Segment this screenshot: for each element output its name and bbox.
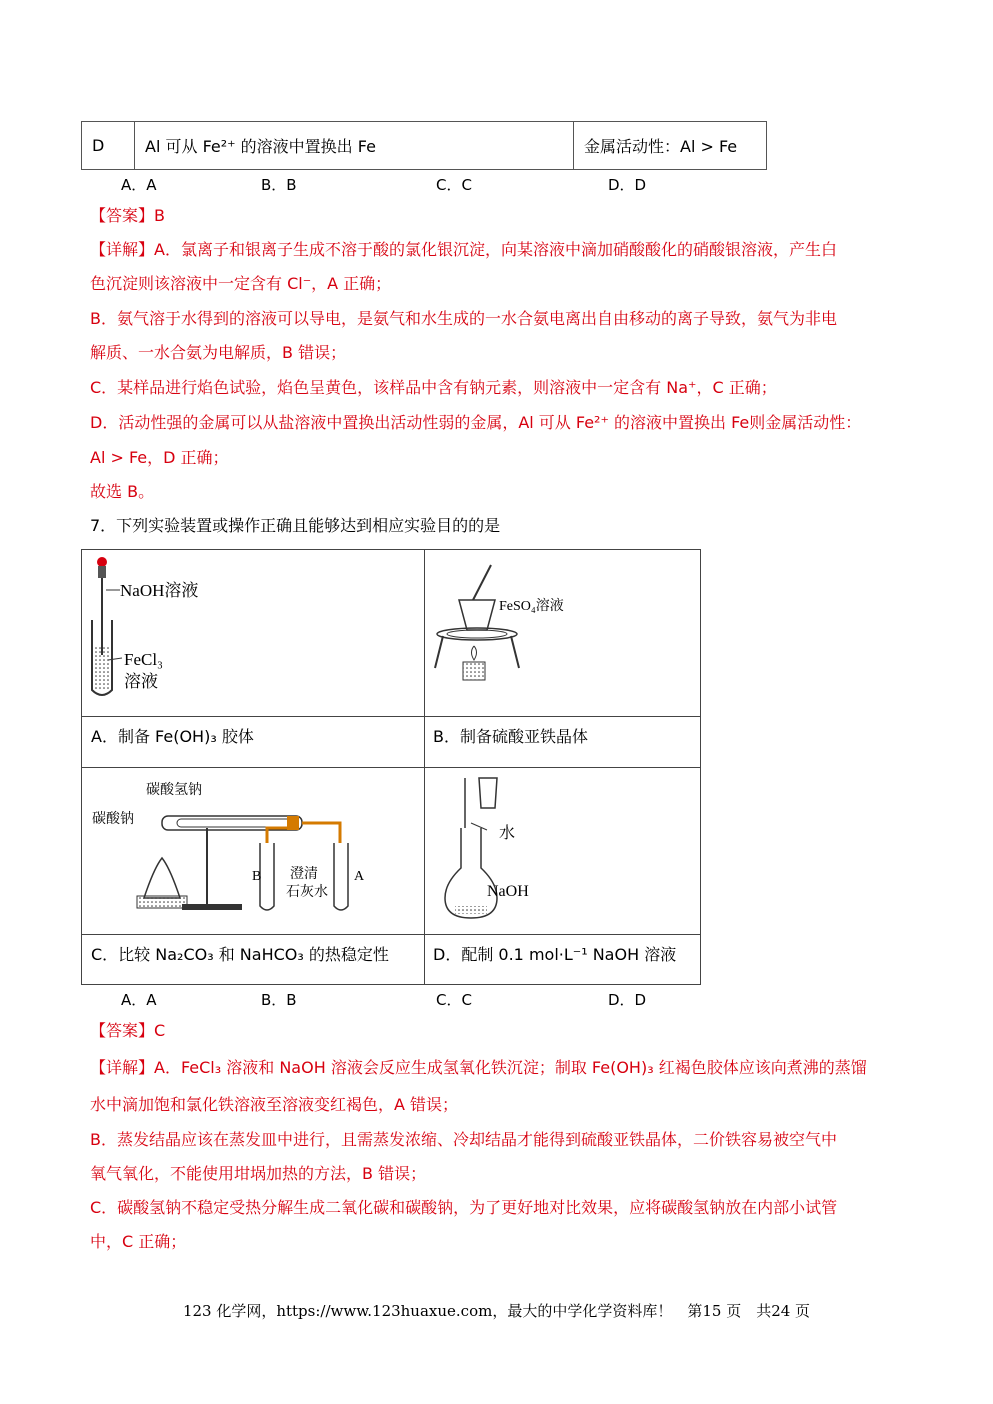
figure-b-cell [424,549,701,717]
answer-value: C [154,1021,166,1040]
answer-tag: 【答案】 [90,1021,155,1040]
test-tube-dropper-figure [82,550,424,716]
answer-value: B [154,206,165,225]
page-footer: 123 化学网，https://www.123huaxue.com，最大的中学化学资料库！ 第15 页 共24 页 [182,1302,811,1320]
q6-detail-line-3: B．氨气溶于水得到的溶液可以导电，是氨气和水生成的一水合氨电离出自由移动的离子导致，氨气为非电 [90,309,837,328]
label-tube-b: B [252,869,262,884]
row-statement: Al 可从 Fe²⁺ 的溶液中置换出 Fe [135,122,574,170]
q6-detail-line-4: 解质、一水合氨为电解质，B 错误； [90,343,347,362]
detail-text: A．氯离子和银离子生成不溶于酸的氯化银沉淀，向某溶液中滴加硝酸酸化的硝酸银溶液，产生白 [154,240,837,259]
q6-answer [90,206,165,226]
row-conclusion: 金属活动性：Al > Fe [574,122,767,170]
q7-option-a: A．A [121,991,157,1009]
figure-a-cell [81,549,425,717]
volumetric-flask-figure [425,768,700,934]
row-label: D [82,122,135,170]
label-tube-a: A [354,869,365,884]
label-na2co3: 碳酸钠 [92,812,134,827]
q6-detail-line-2: 色沉淀则该溶液中一定含有 Cl⁻，A 正确； [90,274,392,293]
label-limewater: 石灰水 [286,885,328,900]
label-naoh: NaOH溶液 [120,581,199,600]
q7-option-b: B．B [261,991,297,1009]
caption-a: A．制备 Fe(OH)₃ 胶体 [91,727,254,746]
detail-text: A．FeCl₃ 溶液和 NaOH 溶液会反应生成氢氧化铁沉淀；制取 Fe(OH)₃ 红褐色胶体应该向煮沸的蒸馏 [154,1058,867,1077]
q7-detail-line-6: 中，C 正确； [90,1232,187,1251]
q6-detail-line-7: Al > Fe，D 正确； [90,448,229,467]
label-feso4: FeSO₄溶液 [499,599,564,614]
label-solution: 溶液 [124,672,158,691]
answer-tag: 【答案】 [90,206,155,225]
label-fecl3: FeCl₃ [124,650,163,669]
q7-detail-line-2: 水中滴加饱和氯化铁溶液至溶液变红褐色，A 错误； [90,1095,459,1114]
q6-detail-line-5: C．某样品进行焰色试验，焰色呈黄色，该样品中含有钠元素，则溶液中一定含有 Na⁺，C 正确； [90,378,777,397]
caption-d-cell [424,934,701,985]
caption-c: C．比较 Na₂CO₃ 和 NaHCO₃ 的热稳定性 [91,945,389,964]
q7-detail-line-3: B．蒸发结晶应该在蒸发皿中进行，且需蒸发浓缩、冷却结晶才能得到硫酸亚铁晶体，二价铁容易被空气中 [90,1130,837,1149]
q6-option-b: B．B [261,176,297,194]
q7-answer [90,1021,165,1041]
caption-b: B．制备硫酸亚铁晶体 [433,727,588,746]
detail-tag: 【详解】 [90,240,155,259]
q6-detail-line-1 [90,240,837,260]
q6-option-d-row [81,121,767,170]
figure-d-cell [424,767,701,935]
q7-detail-line-5: C．碳酸氢钠不稳定受热分解生成二氧化碳和碳酸钠，为了更好地对比效果，应将碳酸氢钠放在内部小试管 [90,1198,838,1217]
caption-a-cell [81,716,425,768]
caption-d: D．配制 0.1 mol·L⁻¹ NaOH 溶液 [433,945,677,964]
label-water: 水 [499,825,516,842]
label-naoh-solid: NaOH [487,883,529,900]
q7-stem: 7．下列实验装置或操作正确且能够达到相应实验目的的是 [90,516,501,535]
q7-option-d: D．D [608,991,647,1009]
q6-option-d: D．D [608,176,647,194]
caption-c-cell [81,934,425,985]
detail-tag: 【详解】 [90,1058,155,1077]
q6-option-a: A．A [121,176,157,194]
label-nahco3: 碳酸氢钠 [146,783,202,798]
q6-option-c: C．C [436,176,472,194]
q6-detail-line-6: D．活动性强的金属可以从盐溶液中置换出活动性弱的金属，Al 可从 Fe²⁺ 的溶液中置换出 Fe则金属活动性： [90,413,862,432]
label-clear: 澄清 [290,867,318,882]
caption-b-cell [424,716,701,768]
crucible-evaporation-figure [425,550,700,716]
figure-c-cell [81,767,425,935]
q7-detail-line-1 [90,1058,867,1078]
q7-option-c: C．C [436,991,472,1009]
q6-detail-line-8: 故选 B。 [90,482,155,501]
thermal-stability-apparatus-figure [82,768,424,934]
q7-detail-line-4: 氧气氧化，不能使用坩埚加热的方法，B 错误； [90,1164,427,1183]
